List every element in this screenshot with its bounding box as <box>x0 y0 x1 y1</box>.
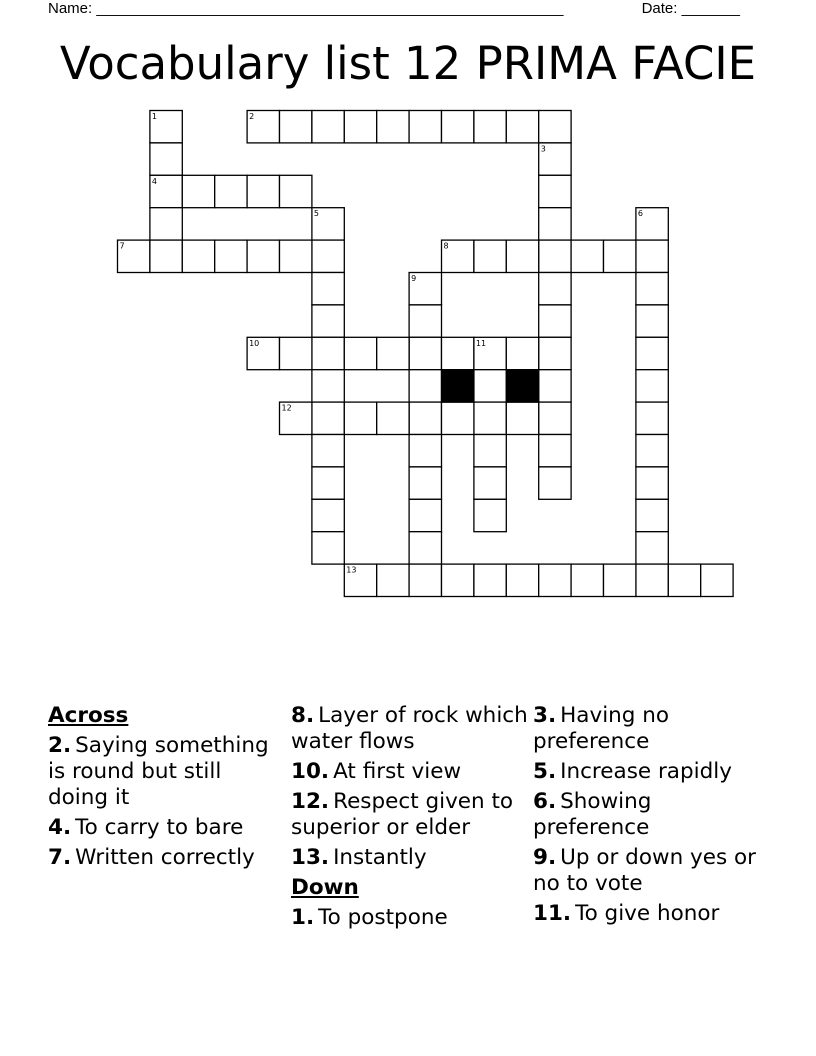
grid-cell[interactable] <box>539 564 571 596</box>
clue-text: At first view <box>333 759 462 784</box>
clue-across-12 <box>291 789 531 841</box>
clue-number: 11. <box>533 901 572 926</box>
grid-cell[interactable] <box>182 175 214 207</box>
down-heading: Down <box>291 875 359 900</box>
clue-down-3 <box>533 703 768 755</box>
clue-number: 4. <box>48 815 72 840</box>
clue-number-label: 10 <box>249 338 260 348</box>
clue-across-10 <box>291 759 531 785</box>
grid-cell[interactable] <box>474 435 506 467</box>
grid-cell[interactable] <box>344 337 376 369</box>
header <box>48 0 740 22</box>
clue-number-label: 4 <box>151 176 157 186</box>
clue-across-13 <box>291 845 531 871</box>
grid-cell[interactable] <box>506 402 538 434</box>
clue-text: To carry to bare <box>75 815 244 840</box>
clue-across-4 <box>48 815 286 841</box>
grid-cell[interactable] <box>409 532 441 564</box>
grid-cell[interactable] <box>636 370 668 402</box>
clue-across-8 <box>291 703 531 755</box>
clue-number: 7. <box>48 845 72 870</box>
grid-cell[interactable] <box>312 467 344 499</box>
clue-column-1 <box>48 703 286 875</box>
clue-number-label: 7 <box>119 241 125 251</box>
clue-across-2 <box>48 733 286 811</box>
grid-cell[interactable] <box>506 111 538 143</box>
grid-cell[interactable] <box>442 564 474 596</box>
clue-number-label: 13 <box>346 565 357 575</box>
grid-cell[interactable] <box>312 337 344 369</box>
grid-cell[interactable] <box>442 402 474 434</box>
clue-number: 1. <box>291 905 315 930</box>
grid-cell[interactable] <box>215 240 247 272</box>
grid-cell[interactable] <box>280 111 312 143</box>
grid-cell[interactable] <box>409 435 441 467</box>
grid-cell[interactable] <box>377 337 409 369</box>
grid-cell[interactable] <box>636 564 668 596</box>
clue-text: Having no preference <box>533 703 670 754</box>
clue-number-label: 3 <box>540 144 546 154</box>
clue-across-7 <box>48 845 286 871</box>
grid-cell[interactable] <box>506 564 538 596</box>
grid-cell[interactable] <box>247 175 279 207</box>
name-field[interactable]: Name: ________________________________________________________ <box>48 0 564 17</box>
grid-cell[interactable] <box>474 370 506 402</box>
clue-text: Layer of rock which water flows <box>291 703 528 754</box>
grid-cell[interactable] <box>539 208 571 240</box>
grid-cell[interactable] <box>442 111 474 143</box>
clue-number-label: 12 <box>281 403 292 413</box>
grid-cell[interactable] <box>377 402 409 434</box>
grid-cell[interactable] <box>636 435 668 467</box>
grid-cell[interactable] <box>571 240 603 272</box>
grid-cell[interactable] <box>377 111 409 143</box>
grid-cell[interactable] <box>312 532 344 564</box>
grid-cell[interactable] <box>539 337 571 369</box>
clue-number: 2. <box>48 733 72 758</box>
clue-number: 5. <box>533 759 557 784</box>
grid-cell[interactable] <box>312 370 344 402</box>
grid-cell[interactable] <box>312 402 344 434</box>
grid-cell[interactable] <box>280 175 312 207</box>
grid-cell[interactable] <box>280 337 312 369</box>
grid-cell[interactable] <box>344 402 376 434</box>
clue-down-6 <box>533 789 768 841</box>
clue-column-2 <box>291 703 531 935</box>
grid-cell[interactable] <box>636 467 668 499</box>
puzzle-title: Vocabulary list 12 PRIMA FACIE <box>59 37 757 90</box>
clue-number-label: 11 <box>475 338 487 348</box>
clue-number: 12. <box>291 789 330 814</box>
grid-cell[interactable] <box>312 240 344 272</box>
grid-cell[interactable] <box>280 240 312 272</box>
grid-cell[interactable] <box>312 499 344 531</box>
grid-cell[interactable] <box>409 370 441 402</box>
grid-cell[interactable] <box>701 564 733 596</box>
grid-cell[interactable] <box>409 564 441 596</box>
grid-cell[interactable] <box>506 240 538 272</box>
grid-cell[interactable] <box>247 240 279 272</box>
grid-cell[interactable] <box>636 337 668 369</box>
grid-cell[interactable] <box>539 402 571 434</box>
grid-cell[interactable] <box>409 499 441 531</box>
grid-cell[interactable] <box>506 337 538 369</box>
grid-cell[interactable] <box>215 175 247 207</box>
grid-cell[interactable] <box>150 240 182 272</box>
clue-number: 13. <box>291 845 330 870</box>
grid-cell[interactable] <box>604 564 636 596</box>
clue-text: To postpone <box>318 905 448 930</box>
grid-cell[interactable] <box>150 208 182 240</box>
grid-cell[interactable] <box>150 143 182 175</box>
clue-down-5 <box>533 759 768 785</box>
clue-number-label: 2 <box>249 112 255 121</box>
clue-number: 8. <box>291 703 315 728</box>
grid-cell[interactable] <box>312 435 344 467</box>
clue-list <box>48 703 768 1003</box>
grid-cell[interactable] <box>636 240 668 272</box>
grid-cell[interactable] <box>571 564 603 596</box>
grid-cell[interactable] <box>312 305 344 337</box>
grid-cell[interactable] <box>539 111 571 143</box>
clue-text: Instantly <box>333 845 427 870</box>
grid-cell[interactable] <box>636 305 668 337</box>
grid-cell[interactable] <box>539 175 571 207</box>
grid-cell[interactable] <box>312 273 344 305</box>
grid-block <box>506 370 538 402</box>
clue-number: 3. <box>533 703 557 728</box>
clue-text: Respect given to superior or elder <box>291 789 514 840</box>
grid-cell[interactable] <box>539 305 571 337</box>
grid-cell[interactable] <box>539 370 571 402</box>
date-field[interactable]: Date: _______ <box>641 0 740 17</box>
clue-down-9 <box>533 845 768 897</box>
clue-down-11 <box>533 901 768 927</box>
grid-cell[interactable] <box>539 467 571 499</box>
clue-text: Showing preference <box>533 789 652 840</box>
grid-cell[interactable] <box>474 240 506 272</box>
grid-cell[interactable] <box>474 402 506 434</box>
grid-cell[interactable] <box>409 467 441 499</box>
clue-column-3 <box>533 703 768 931</box>
grid-cell[interactable] <box>474 111 506 143</box>
grid-cell[interactable] <box>474 564 506 596</box>
grid-cell[interactable] <box>344 111 376 143</box>
clue-number-label: 1 <box>151 112 157 121</box>
grid-cell[interactable] <box>604 240 636 272</box>
grid-cell[interactable] <box>636 273 668 305</box>
clue-number-label: 6 <box>637 209 643 219</box>
grid-cell[interactable] <box>409 305 441 337</box>
grid-cell[interactable] <box>636 499 668 531</box>
grid-cell[interactable] <box>636 402 668 434</box>
clue-number: 10. <box>291 759 330 784</box>
grid-cell[interactable] <box>474 499 506 531</box>
clue-number-label: 9 <box>411 274 417 283</box>
clue-number-label: 5 <box>313 209 319 219</box>
clue-text: Written correctly <box>75 845 255 870</box>
clue-text: Increase rapidly <box>560 759 732 784</box>
grid-cell[interactable] <box>409 337 441 369</box>
grid-cell[interactable] <box>539 435 571 467</box>
grid-cell[interactable] <box>474 467 506 499</box>
across-heading: Across <box>48 703 129 728</box>
clue-down-1 <box>291 905 531 931</box>
grid-cell[interactable] <box>539 273 571 305</box>
clue-number: 9. <box>533 845 557 870</box>
grid-cell[interactable] <box>409 402 441 434</box>
grid-cell[interactable] <box>636 532 668 564</box>
grid-cell[interactable] <box>182 240 214 272</box>
clue-number: 6. <box>533 789 557 814</box>
grid-cell[interactable] <box>377 564 409 596</box>
grid-cell[interactable] <box>539 240 571 272</box>
clue-text: Up or down yes or no to vote <box>533 845 757 896</box>
grid-cell[interactable] <box>409 111 441 143</box>
grid-cell[interactable] <box>442 337 474 369</box>
clue-number-label: 8 <box>443 241 449 251</box>
grid-cell[interactable] <box>668 564 700 596</box>
clue-text: Saying something is round but still doing it <box>48 733 269 810</box>
grid-block <box>442 370 474 402</box>
crossword-grid <box>117 110 700 596</box>
grid-cell[interactable] <box>312 111 344 143</box>
clue-text: To give honor <box>575 901 720 926</box>
